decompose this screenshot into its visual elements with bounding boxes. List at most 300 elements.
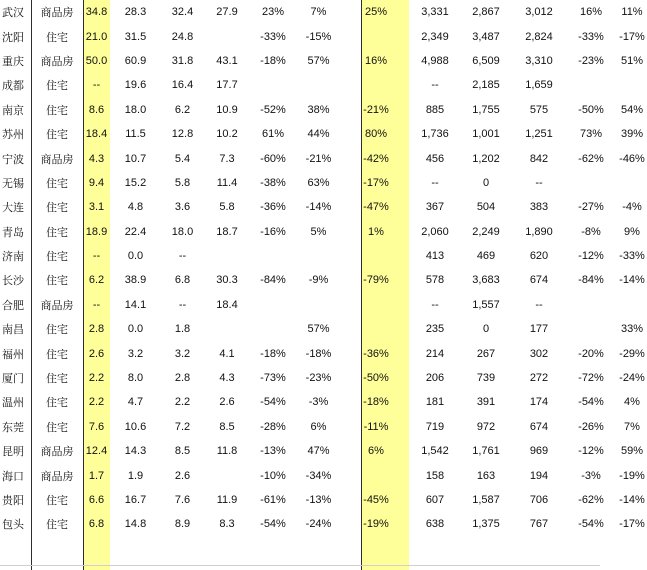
table-row — [0, 24, 647, 48]
value-cell: 719 — [425, 420, 445, 433]
value-cell: 32.4 — [171, 6, 194, 19]
value-cell: -19% — [619, 469, 645, 482]
value-cell — [565, 73, 617, 97]
value-cell: 3.1 — [88, 201, 105, 214]
value-cell: 27.9 — [216, 6, 238, 19]
value-cell — [250, 244, 296, 268]
value-cell: 1.7 — [88, 469, 105, 482]
value-cell: 21.0 — [85, 30, 108, 43]
value-cell: 674 — [529, 274, 549, 287]
value-cell: 23% — [261, 6, 285, 19]
value-cell: -- — [535, 298, 543, 311]
value-cell: 24.8 — [171, 30, 194, 43]
value-cell: 7.6 — [174, 494, 191, 506]
value-cell — [341, 24, 411, 48]
value-cell: 16% — [579, 6, 603, 19]
city-cell: 厦门 — [2, 373, 24, 386]
property-type-cell: 住宅 — [46, 31, 68, 44]
value-cell — [341, 463, 411, 487]
value-cell: 578 — [425, 274, 445, 287]
value-cell: -3% — [308, 396, 329, 409]
value-cell: -23% — [578, 54, 604, 67]
value-cell: -13% — [305, 494, 332, 506]
value-cell: 413 — [425, 250, 445, 263]
value-cell: -13% — [260, 445, 286, 458]
value-cell: -33% — [260, 30, 286, 43]
value-cell: -38% — [260, 176, 286, 189]
value-cell — [296, 73, 341, 97]
value-cell: -14% — [305, 201, 332, 214]
value-cell — [617, 73, 647, 97]
value-cell: 504 — [476, 201, 496, 214]
value-cell: 73% — [579, 128, 603, 141]
value-cell: 302 — [529, 347, 549, 360]
value-cell: 3.2 — [127, 347, 144, 360]
value-cell: -20% — [578, 347, 604, 360]
value-cell: 2.8 — [174, 372, 191, 385]
value-cell: 11.8 — [216, 445, 238, 458]
value-cell: -17% — [619, 30, 645, 43]
property-type-cell: 住宅 — [46, 275, 68, 288]
value-cell: 54% — [620, 103, 644, 116]
value-cell: 18.7 — [216, 225, 238, 238]
value-cell: -9% — [308, 274, 329, 287]
value-cell: 11% — [621, 6, 643, 19]
property-type-cell: 住宅 — [46, 519, 68, 532]
table-row — [0, 146, 647, 170]
value-cell — [250, 317, 296, 341]
table-row — [0, 195, 647, 219]
value-cell — [565, 317, 617, 341]
value-cell: 620 — [529, 250, 549, 263]
city-cell: 重庆 — [2, 55, 24, 68]
bottom-rule — [0, 565, 600, 566]
value-cell: 469 — [476, 250, 496, 263]
value-cell: 50.0 — [85, 54, 108, 67]
property-type-cell: 住宅 — [46, 397, 68, 410]
value-cell: 38% — [307, 103, 330, 116]
value-cell: 80% — [364, 128, 388, 141]
table-row — [0, 488, 647, 512]
value-cell: -33% — [578, 30, 604, 43]
value-cell: 607 — [425, 494, 445, 506]
value-cell: 1,557 — [472, 298, 500, 311]
value-cell: 2.6 — [219, 396, 235, 409]
value-cell: 2,060 — [421, 225, 449, 238]
property-type-cell: 住宅 — [46, 80, 68, 93]
value-cell: 367 — [425, 201, 445, 214]
property-type-cell: 商品房 — [40, 153, 74, 166]
value-cell: 235 — [425, 323, 445, 336]
value-cell — [617, 293, 647, 317]
value-cell: 11.5 — [125, 128, 146, 141]
property-type-cell: 商品房 — [40, 446, 74, 459]
value-cell: 57% — [307, 54, 330, 67]
value-cell: 214 — [425, 347, 445, 360]
value-cell: -28% — [260, 420, 286, 433]
value-cell: 4.3 — [219, 372, 235, 385]
value-cell: 6,509 — [472, 54, 500, 67]
value-cell: 6.6 — [88, 494, 105, 506]
value-cell: 638 — [425, 518, 445, 531]
table-row — [0, 341, 647, 365]
value-cell: -19% — [363, 518, 389, 531]
value-cell: 6.8 — [88, 518, 105, 531]
city-cell: 苏州 — [2, 129, 24, 142]
value-cell: 1% — [368, 225, 384, 238]
value-cell: -- — [431, 176, 439, 189]
value-cell: -12% — [578, 250, 604, 263]
value-cell — [341, 244, 411, 268]
property-type-cell: 住宅 — [46, 202, 68, 215]
table-row — [0, 98, 647, 122]
value-cell: 969 — [529, 445, 549, 458]
value-cell: 7% — [310, 6, 327, 19]
value-cell: 391 — [476, 396, 496, 409]
value-cell: 33% — [620, 323, 644, 336]
value-cell: 16.4 — [171, 79, 194, 92]
table-row — [0, 220, 647, 244]
value-cell — [296, 293, 341, 317]
value-cell: 4.1 — [219, 347, 235, 360]
value-cell: 14.3 — [124, 445, 147, 458]
value-cell: 2.2 — [88, 396, 105, 409]
value-cell: 1,202 — [472, 152, 500, 165]
value-cell: 0.0 — [127, 250, 144, 263]
value-cell: 15.2 — [124, 176, 147, 189]
property-type-cell: 住宅 — [46, 324, 68, 337]
value-cell — [565, 293, 617, 317]
value-cell: 1,890 — [525, 225, 553, 238]
value-cell: -21% — [305, 152, 332, 165]
value-cell: 1,542 — [421, 445, 449, 458]
value-cell: 11.4 — [216, 176, 238, 189]
value-cell: -- — [431, 79, 439, 92]
value-cell: 31.8 — [171, 54, 194, 67]
value-cell: 38.9 — [124, 274, 147, 287]
value-cell: 0 — [482, 323, 490, 336]
value-cell: 6.2 — [88, 274, 105, 287]
value-cell: -16% — [260, 225, 286, 238]
value-cell: -26% — [578, 420, 604, 433]
value-cell: 18.0 — [171, 225, 194, 238]
city-cell: 福州 — [2, 348, 24, 361]
value-cell: 16% — [364, 54, 388, 67]
property-type-cell: 商品房 — [40, 470, 74, 483]
value-cell: -45% — [363, 494, 389, 506]
value-cell: -54% — [260, 396, 286, 409]
value-cell: 9% — [624, 225, 640, 238]
city-cell: 宁波 — [2, 153, 24, 166]
value-cell: -- — [92, 250, 101, 263]
value-cell — [341, 293, 411, 317]
property-type-cell: 商品房 — [40, 7, 74, 20]
value-cell: -36% — [260, 201, 286, 214]
property-type-cell: 住宅 — [46, 129, 68, 142]
value-cell: -10% — [260, 469, 286, 482]
value-cell: 8.9 — [174, 518, 191, 531]
value-cell: -11% — [363, 420, 389, 433]
value-cell: 57% — [307, 323, 330, 336]
value-cell: 1,659 — [525, 79, 553, 92]
value-cell: 3,683 — [472, 274, 500, 287]
table-row — [0, 73, 647, 97]
value-cell — [204, 244, 250, 268]
city-cell: 昆明 — [2, 446, 24, 459]
value-cell: 1,736 — [421, 128, 449, 141]
value-cell: -62% — [578, 152, 604, 165]
value-cell: 4.3 — [88, 152, 105, 165]
value-cell: 10.7 — [124, 152, 147, 165]
city-cell: 海口 — [2, 470, 24, 483]
value-cell: 17.7 — [216, 79, 238, 92]
value-cell: 1,761 — [472, 445, 500, 458]
value-cell: -14% — [619, 494, 645, 506]
value-cell: -17% — [363, 176, 389, 189]
value-cell: 6.8 — [174, 274, 191, 287]
value-cell: 61% — [261, 128, 285, 141]
value-cell: 456 — [425, 152, 445, 165]
value-cell: -24% — [619, 372, 645, 385]
value-cell — [250, 293, 296, 317]
value-cell: 3,331 — [421, 6, 449, 19]
value-cell: -33% — [619, 250, 645, 263]
value-cell: 28.3 — [124, 6, 147, 19]
value-cell — [204, 463, 250, 487]
value-cell: 575 — [529, 103, 549, 116]
value-cell: -15% — [305, 30, 332, 43]
value-cell: -24% — [305, 518, 332, 531]
value-cell: 30.3 — [216, 274, 238, 287]
value-cell: 7.3 — [219, 152, 235, 165]
value-cell: -- — [92, 79, 101, 92]
property-type-cell: 住宅 — [46, 421, 68, 434]
value-cell: -- — [178, 250, 187, 263]
value-cell: 7.2 — [174, 420, 191, 433]
value-cell: 4% — [624, 396, 640, 409]
value-cell: 3.6 — [174, 201, 191, 214]
property-type-cell: 住宅 — [46, 226, 68, 239]
value-cell: 8.0 — [127, 372, 144, 385]
value-cell: 6% — [368, 445, 384, 458]
value-cell: 22.4 — [124, 225, 147, 238]
table-row — [0, 268, 647, 292]
value-cell: 10.2 — [216, 128, 238, 141]
value-cell: -73% — [260, 372, 286, 385]
value-cell: 8.5 — [174, 445, 191, 458]
city-cell: 温州 — [2, 397, 24, 410]
value-cell: 18.0 — [124, 103, 147, 116]
value-cell: -47% — [363, 201, 389, 214]
value-cell — [204, 317, 250, 341]
value-cell: -36% — [363, 347, 389, 360]
value-cell: 383 — [529, 201, 549, 214]
table-row — [0, 439, 647, 463]
table-row — [0, 317, 647, 341]
table-row — [0, 415, 647, 439]
value-cell: -- — [92, 298, 101, 311]
value-cell: 1.9 — [127, 469, 144, 482]
city-cell: 南昌 — [2, 324, 24, 337]
value-cell: 60.9 — [124, 54, 147, 67]
value-cell — [204, 24, 250, 48]
value-cell: -84% — [260, 274, 286, 287]
value-cell: -61% — [260, 494, 286, 506]
value-cell: 18.9 — [85, 225, 108, 238]
city-cell: 包头 — [2, 519, 24, 532]
value-cell: 31.5 — [124, 30, 147, 43]
value-cell: 8.3 — [219, 518, 235, 531]
table-row — [0, 463, 647, 487]
value-cell: 158 — [425, 469, 445, 482]
value-cell: 43.1 — [216, 54, 238, 67]
value-cell: 8.5 — [219, 420, 235, 433]
value-cell: -21% — [363, 103, 389, 116]
table-row — [0, 244, 647, 268]
value-cell: -18% — [305, 347, 332, 360]
value-cell: 972 — [476, 420, 496, 433]
value-cell — [341, 317, 411, 341]
value-cell: 7.6 — [88, 420, 105, 433]
value-cell: 2,249 — [472, 225, 500, 238]
value-cell: 1,251 — [525, 128, 553, 141]
value-cell: 739 — [476, 372, 496, 385]
value-cell: 7% — [624, 420, 640, 433]
value-cell: -46% — [619, 152, 645, 165]
value-cell: 34.8 — [85, 6, 108, 19]
value-cell: 5.8 — [174, 176, 191, 189]
value-cell: 3.2 — [174, 347, 191, 360]
city-cell: 南京 — [2, 104, 24, 117]
value-cell: 19.6 — [124, 79, 147, 92]
value-cell: -72% — [578, 372, 604, 385]
value-cell: 4,988 — [421, 54, 449, 67]
value-cell: -23% — [305, 372, 332, 385]
value-cell: 181 — [425, 396, 445, 409]
value-cell: -18% — [260, 347, 286, 360]
value-cell: -12% — [578, 445, 604, 458]
value-cell: 2,349 — [421, 30, 449, 43]
value-cell: 2,824 — [525, 30, 553, 43]
value-cell: 1,587 — [472, 494, 500, 506]
value-cell: -27% — [578, 201, 604, 214]
table-row — [0, 293, 647, 317]
property-type-cell: 住宅 — [46, 251, 68, 264]
city-cell: 成都 — [2, 80, 24, 93]
value-cell: -8% — [581, 225, 601, 238]
table-row — [0, 390, 647, 414]
value-cell: 18.4 — [216, 298, 238, 311]
city-cell: 东莞 — [2, 421, 24, 434]
value-cell: 12.8 — [171, 128, 194, 141]
value-cell: -54% — [578, 518, 604, 531]
value-cell: 47% — [307, 445, 330, 458]
value-cell: 174 — [529, 396, 549, 409]
value-cell: 39% — [620, 128, 644, 141]
value-cell: -60% — [260, 152, 286, 165]
value-cell: 1,001 — [472, 128, 500, 141]
value-cell: -18% — [363, 396, 389, 409]
value-cell: 4.8 — [127, 201, 144, 214]
value-cell: 14.8 — [124, 518, 147, 531]
value-cell: 885 — [425, 103, 445, 116]
value-cell: 5% — [310, 225, 327, 238]
value-cell: -84% — [578, 274, 604, 287]
value-cell: 706 — [529, 494, 549, 506]
property-type-cell: 商品房 — [40, 55, 74, 68]
value-cell: 10.6 — [124, 420, 147, 433]
value-cell: -29% — [619, 347, 645, 360]
value-cell: 63% — [307, 176, 330, 189]
value-cell: 272 — [529, 372, 549, 385]
value-cell: 25% — [364, 6, 388, 19]
value-cell: 6.2 — [174, 103, 191, 116]
value-cell: 5.8 — [219, 201, 235, 214]
value-cell: -- — [431, 298, 439, 311]
table-row — [0, 171, 647, 195]
property-type-cell: 住宅 — [46, 348, 68, 361]
value-cell: -17% — [619, 518, 645, 531]
value-cell: 5.4 — [174, 152, 191, 165]
value-cell: 59% — [620, 445, 644, 458]
value-cell: 2.2 — [88, 372, 105, 385]
value-cell: -50% — [578, 103, 604, 116]
value-cell: 674 — [529, 420, 549, 433]
value-cell: -42% — [363, 152, 389, 165]
value-cell: 4.7 — [127, 396, 144, 409]
value-cell: 44% — [307, 128, 330, 141]
table-row — [0, 512, 647, 536]
city-cell: 大连 — [2, 202, 24, 215]
value-cell: -18% — [260, 54, 286, 67]
value-cell: 842 — [529, 152, 549, 165]
value-cell: 16.7 — [124, 494, 147, 506]
value-cell: 11.9 — [216, 494, 238, 506]
city-cell: 青岛 — [2, 226, 24, 239]
value-cell: 12.4 — [85, 445, 108, 458]
value-cell: 206 — [425, 372, 445, 385]
property-type-cell: 商品房 — [40, 299, 74, 312]
city-cell: 沈阳 — [2, 31, 24, 44]
value-cell: 2,185 — [472, 79, 500, 92]
value-cell: 6% — [310, 420, 327, 433]
table-row — [0, 122, 647, 146]
value-cell: 163 — [476, 469, 496, 482]
table-row — [0, 0, 647, 24]
value-cell — [296, 244, 341, 268]
value-cell: -52% — [260, 103, 286, 116]
value-cell: -- — [535, 176, 543, 189]
value-cell: 2.6 — [88, 347, 105, 360]
table-row — [0, 366, 647, 390]
value-cell — [341, 73, 411, 97]
value-cell: -4% — [622, 201, 642, 214]
value-cell: 177 — [529, 323, 549, 336]
city-cell: 合肥 — [2, 299, 24, 312]
value-cell: 10.9 — [216, 103, 238, 116]
value-cell: 1,755 — [472, 103, 500, 116]
city-cell: 贵阳 — [2, 495, 24, 507]
value-cell — [250, 73, 296, 97]
city-cell: 济南 — [2, 251, 24, 264]
value-cell: 1.8 — [174, 323, 191, 336]
value-cell — [617, 171, 647, 195]
value-cell: 0.0 — [127, 323, 144, 336]
value-cell: 8.6 — [88, 103, 105, 116]
value-cell: 51% — [620, 54, 644, 67]
value-cell: 2,867 — [472, 6, 500, 19]
value-cell: 3,487 — [472, 30, 500, 43]
